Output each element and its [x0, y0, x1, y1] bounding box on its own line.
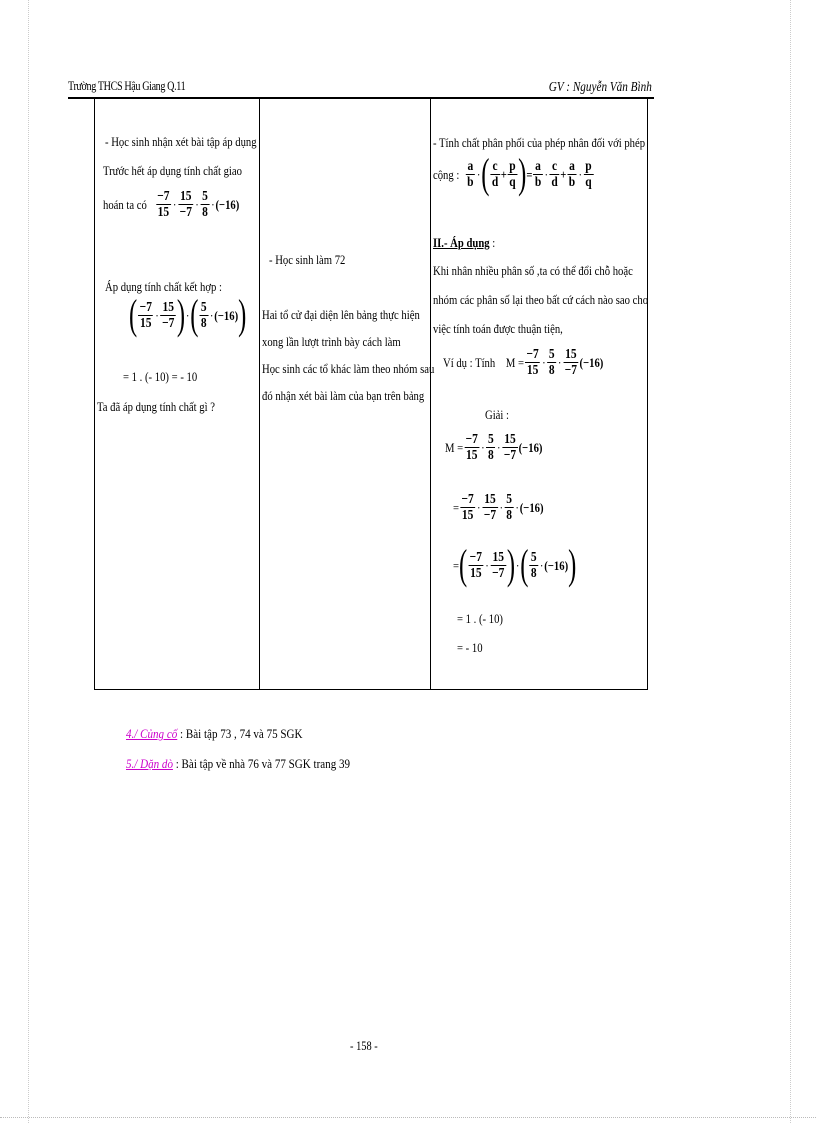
col1-line2: Trước hết áp dụng tính chất giao: [103, 163, 242, 178]
col1-line4: Áp dụng tính chất kết hợp :: [105, 279, 222, 294]
fraction: [533, 159, 543, 190]
col1-line6: Ta đã áp dụng tính chất gì ?: [97, 399, 215, 414]
col1-line5: = 1 . (- 10) = - 10: [123, 369, 198, 384]
fraction: [486, 432, 495, 463]
s3-eq: =: [453, 557, 460, 573]
homework-label: 5./ Dặn dò: [126, 756, 173, 771]
numerator: a: [569, 159, 575, 174]
denominator: −7: [492, 566, 505, 581]
header-school: Trường THCS Hậu Giang Q.11: [68, 78, 186, 93]
fraction: [160, 300, 176, 331]
numerator: a: [467, 159, 474, 174]
col3-heading: [433, 235, 495, 251]
numerator: p: [585, 159, 592, 174]
right-paren: ): [238, 291, 247, 338]
denominator: 8: [200, 316, 207, 331]
denominator: b: [568, 175, 576, 190]
left-paren: (: [459, 541, 468, 588]
fraction: [460, 492, 476, 523]
denominator: −7: [162, 316, 175, 331]
numerator: 15: [162, 300, 174, 315]
left-paren: (: [190, 291, 199, 338]
denominator: 8: [548, 363, 555, 378]
footer-item-consolidation: [126, 726, 302, 742]
footer-item-homework: [126, 756, 350, 772]
numerator: −7: [157, 189, 170, 204]
result-line1: = 1 . (- 10): [457, 611, 503, 626]
denominator: −7: [483, 508, 497, 523]
fraction: [550, 159, 560, 190]
s2-tail: (−16): [519, 499, 544, 515]
denominator: 15: [526, 363, 539, 378]
fraction: [563, 347, 579, 378]
column-divider-1: [259, 97, 260, 689]
fraction: [508, 159, 518, 190]
numerator: c: [492, 159, 498, 174]
numerator: 5: [488, 432, 494, 447]
right-paren: ): [176, 291, 186, 338]
numerator: −7: [469, 550, 482, 565]
denominator: q: [585, 175, 592, 190]
col1-formula1: hoán ta có $\frac{-7}{15}$ · $\frac{15}{-7}$ · $\frac{5}{8}$ · (−16): [103, 189, 240, 220]
numerator: 15: [180, 189, 192, 204]
col1-line3: hoán ta có: [103, 196, 147, 212]
fraction: [529, 550, 538, 581]
numerator: 5: [200, 300, 207, 315]
col2-line2: Hai tổ cử đại diện lên bảng thực hiện: [262, 307, 420, 322]
col3-line3: Khi nhân nhiều phân số ,ta có thể đổi chỗ hoặc: [433, 263, 633, 278]
page-number: - 158 -: [350, 1038, 378, 1053]
denominator: 8: [506, 508, 513, 523]
denominator: 15: [157, 205, 170, 220]
header-teacher: GV : Nguyễn Văn Bình: [548, 80, 652, 95]
right-paren: ): [518, 150, 527, 197]
solution-step1: M = $\frac{-7}{15}$ · $\frac{5}{8}$ · $\frac{15}{-7}$ (−16): [445, 432, 543, 463]
consolidation-label: 4./ Củng cố: [126, 726, 178, 741]
section-heading-colon: :: [489, 235, 496, 250]
right-paren: ): [568, 541, 577, 588]
s2-eq: =: [453, 499, 460, 515]
m-equals: M =: [505, 354, 525, 370]
homework-text: : Bài tập về nhà 76 và 77 SGK trang 39: [172, 756, 351, 771]
s1-prefix: M =: [445, 439, 464, 455]
s1-tail: (−16): [518, 439, 543, 455]
lesson-table: [94, 97, 648, 690]
numerator: 15: [565, 347, 577, 362]
col2-line3: xong lần lượt trình bày cách làm: [262, 334, 401, 349]
fraction: [464, 432, 480, 463]
fraction: [468, 550, 484, 581]
denominator: 15: [140, 316, 152, 331]
distributive-formula: cộng : $\frac{a}{b}$ · ( $\frac{c}{d}$ + $\frac{p}{q}$ ) = $\frac{a}{b}$ · $\frac{c}{d}$ + $\frac{a}{b}$ · $\frac{p}{q}$: [433, 150, 592, 197]
right-paren: ): [506, 541, 516, 588]
denominator: −7: [564, 363, 578, 378]
fraction: [482, 492, 498, 523]
col2-line1: - Học sinh làm 72: [269, 252, 346, 267]
fraction: [156, 189, 172, 220]
col1-line1: - Học sinh nhận xét bài tập áp dụng: [105, 134, 257, 149]
s3-tail: (−16): [544, 557, 569, 573]
col2-line5: đó nhận xét bài làm của bạn trên bảng: [262, 388, 425, 403]
fraction: [567, 159, 577, 190]
col3-line2: cộng :: [433, 166, 460, 182]
section-heading: II.- Áp dụng: [433, 235, 490, 250]
numerator: −7: [526, 347, 539, 362]
left-paren: (: [520, 541, 529, 588]
solution-label: Giải :: [485, 407, 509, 422]
column-divider-2: [430, 97, 431, 689]
denominator: 8: [530, 566, 537, 581]
numerator: 5: [506, 492, 513, 507]
solution-step2: = $\frac{-7}{15}$ · $\frac{15}{-7}$ · $\frac{5}{8}$ · (−16): [453, 492, 544, 523]
denominator: 15: [461, 508, 474, 523]
col1-tail1: (−16): [215, 196, 240, 212]
fraction: [199, 300, 208, 331]
left-margin-guide: [28, 0, 29, 1123]
denominator: b: [467, 175, 474, 190]
fraction: [502, 432, 518, 463]
fraction: [200, 189, 209, 220]
denominator: q: [509, 175, 516, 190]
numerator: 15: [492, 550, 504, 565]
col3-line1: - Tính chất phân phối của phép nhân đối với phép: [433, 135, 646, 150]
numerator: c: [552, 159, 558, 174]
col1-tail2: (−16): [214, 307, 239, 323]
example-tail: (−16): [579, 354, 604, 370]
consolidation-text: : Bài tập 73 , 74 và 75 SGK: [177, 726, 303, 741]
denominator: 15: [470, 566, 482, 581]
denominator: d: [491, 175, 499, 190]
denominator: 8: [202, 205, 208, 220]
denominator: b: [534, 175, 542, 190]
col1-formula2: ( $\frac{-7}{15}$ · $\frac{15}{-7}$ ) · ( $\frac{5}{8}$ · (−16) ): [129, 291, 247, 338]
numerator: 5: [530, 550, 537, 565]
denominator: −7: [179, 205, 192, 220]
left-paren: (: [129, 291, 138, 338]
fraction: [547, 347, 556, 378]
numerator: −7: [465, 432, 478, 447]
fraction: [466, 159, 476, 190]
numerator: −7: [461, 492, 474, 507]
example-label: Ví dụ : Tính: [443, 354, 496, 370]
col2-line4: Học sinh các tổ khác làm theo nhóm sau: [262, 361, 435, 376]
numerator: −7: [139, 300, 152, 315]
fraction: [138, 300, 154, 331]
right-margin-guide: [790, 0, 791, 1123]
left-paren: (: [481, 150, 490, 197]
result-line2: = - 10: [457, 640, 483, 655]
solution-step3: = ( $\frac{-7}{15}$ · $\frac{15}{-7}$ ) · ( $\frac{5}{8}$ · (−16) ): [453, 541, 577, 588]
example-formula: Ví dụ : Tính M = $\frac{-7}{15}$ · $\frac{5}{8}$ · $\frac{15}{-7}$ (−16): [443, 347, 604, 378]
fraction: [584, 159, 594, 190]
numerator: 15: [484, 492, 496, 507]
col3-line4: nhóm các phân số lại theo bất cứ cách nào sao cho: [433, 292, 649, 307]
fraction: [505, 492, 514, 523]
numerator: 15: [504, 432, 516, 447]
denominator: 15: [466, 448, 478, 463]
numerator: p: [509, 159, 516, 174]
denominator: −7: [503, 448, 517, 463]
bottom-margin-guide: [0, 1117, 816, 1118]
numerator: 5: [548, 347, 555, 362]
fraction: [178, 189, 194, 220]
numerator: a: [535, 159, 541, 174]
fraction: [490, 159, 500, 190]
fraction: [525, 347, 541, 378]
fraction: [490, 550, 506, 581]
numerator: 5: [202, 189, 208, 204]
denominator: 8: [488, 448, 494, 463]
col3-line5: việc tính toán được thuận tiện,: [433, 321, 563, 336]
denominator: d: [551, 175, 558, 190]
